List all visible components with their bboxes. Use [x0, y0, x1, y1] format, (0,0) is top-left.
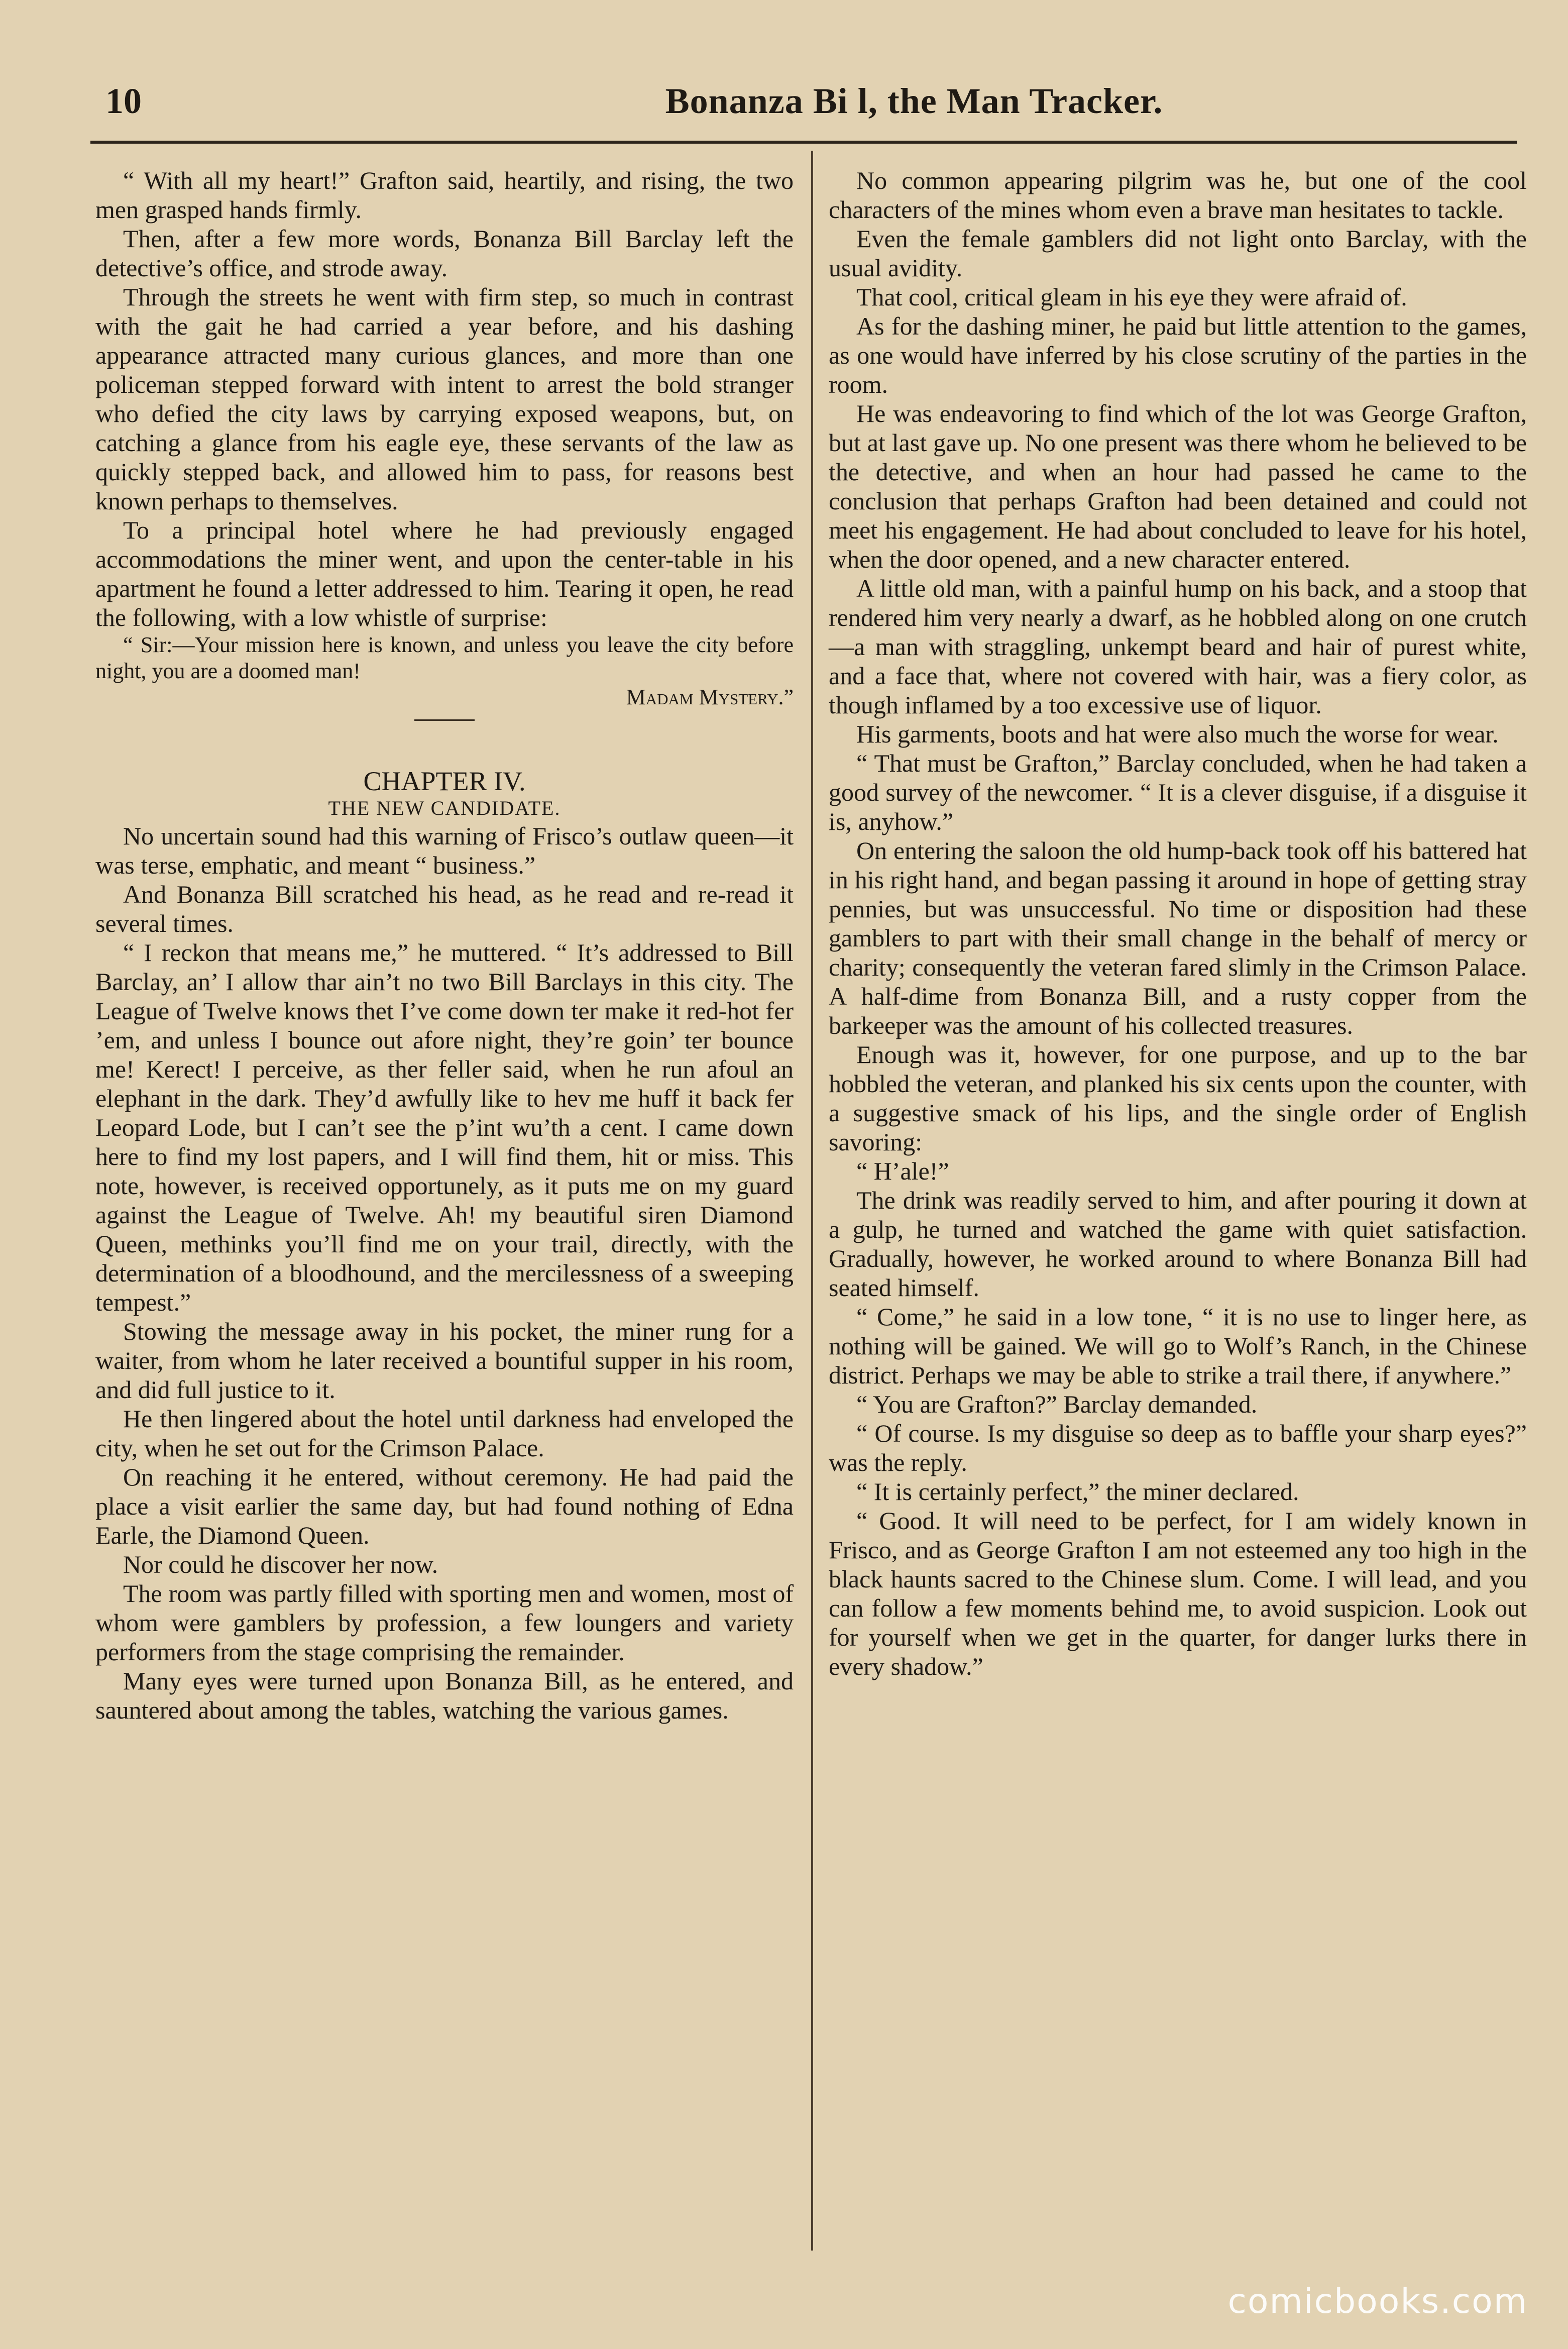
paragraph: “ H’ale!” — [856, 1157, 949, 1185]
paragraph: A little old man, with a painful hump on his back, and a stoop that rendered him very nearly a dwarf, as he hobbled along on one crutch—a man with straggling, unkempt beard and hair of purest white, and a face that, where not covered with hair, was a fiery color, as though inflamed by a too excessive use of liquor. — [829, 574, 1527, 719]
right-column — [829, 166, 1527, 1681]
paragraph: “ I reckon that means me,” he muttered. “ It’s addressed to Bill Barclay, an’ I allow thar ain’t no two Bill Barclays in this city. The League of Twelve knows thet I’ve come down ter make it red-hot fer ’em, and unless I bounce out afore night, they’re goin’ ter bounce me! Kerect! I perceive, as ther feller said, when he run afoul an elephant in the dark. They’d awfully like to hev me huff it back fer Leopard Lode, but I can’t see the p’int wu’th a cent. I came down here to find my lost papers, and I will find them, hit or miss. This note, however, is received opportunely, as it puts me on my guard against the League of Twelve. Ah! my beautiful siren Diamond Queen, methinks you’ll find me on your trail, directly, with the determination of a bloodhound, and the mercilessness of a sweeping tempest.” — [95, 938, 794, 1316]
paragraph: Even the female gamblers did not light onto Barclay, with the usual avidity. — [829, 225, 1527, 282]
chapter-subtitle: THE NEW CANDIDATE. — [328, 797, 561, 819]
paragraph: “ You are Grafton?” Barclay demanded. — [856, 1390, 1258, 1418]
paragraph: Enough was it, however, for one purpose, and up to the bar hobbled the veteran, and planked his six cents upon the counter, with a suggestive smack of his lips, and the single order of English savoring: — [829, 1040, 1527, 1156]
paragraph: His garments, boots and hat were also much the worse for wear. — [856, 720, 1499, 748]
column-divider — [811, 151, 813, 2251]
page-number: 10 — [105, 81, 142, 121]
paragraph: He was endeavoring to find which of the lot was George Grafton, but at last gave up. No one present was there whom he believed to be the detective, and when an hour had passed he came to the conclusion that perhaps Grafton had been detained and could not meet his engagement. He had about concluded to leave for his hotel, when the door opened, and a new character entered. — [829, 399, 1527, 573]
paragraph: Then, after a few more words, Bonanza Bill Barclay left the detective’s office, and strode away. — [95, 225, 794, 282]
paragraph: No common appearing pilgrim was he, but one of the cool characters of the mines whom even a brave man hesitates to tackle. — [829, 166, 1527, 224]
paragraph: “ That must be Grafton,” Barclay concluded, when he had taken a good survey of the newcomer. “ It is a clever disguise, if a disguise it is, anyhow.” — [829, 749, 1527, 835]
paragraph: Through the streets he went with firm step, so much in contrast with the gait he had carried a year before, and his dashing appearance attracted many curious glances, and more than one policeman stepped forward with intent to arrest the bold stranger who defied the city laws by carrying exposed weapons, but, on catching a glance from his eagle eye, these servants of the law as quickly stepped back, and allowed him to pass, for reasons best known perhaps to themselves. — [95, 283, 794, 515]
paragraph: Many eyes were turned upon Bonanza Bill, as he entered, and sauntered about among the tables, watching the various games. — [95, 1667, 794, 1724]
paragraph: Nor could he discover her now. — [123, 1550, 438, 1578]
paragraph: “ With all my heart!” Grafton said, heartily, and rising, the two men grasped hands firmly. — [95, 166, 794, 224]
header-rule — [90, 141, 1517, 144]
paragraph: “ It is certainly perfect,” the miner declared. — [856, 1477, 1299, 1506]
paragraph: He then lingered about the hotel until darkness had enveloped the city, when he set out for the Crimson Palace. — [95, 1405, 794, 1462]
paragraph: “ Of course. Is my disguise so deep as to baffle your sharp eyes?” was the reply. — [829, 1419, 1527, 1476]
letter-signature: Madam Mystery.” — [626, 685, 794, 709]
site-watermark: comicbooks.com — [1227, 2282, 1528, 2321]
page-header — [105, 80, 1507, 136]
paragraph: “ Good. It will need to be perfect, for I am widely known in Frisco, and as George Grafton I am not esteemed any too high in the black haunts sacred to the Chinese slum. Come. I will lead, and you can follow a few moments behind me, to avoid suspicion. Look out for yourself when we get in the quarter, for danger lurks there in every shadow.” — [829, 1507, 1527, 1680]
paragraph: The drink was readily served to him, and after pouring it down at a gulp, he turned and watched the game with quiet satisfaction. Gradually, however, he worked around to where Bonanza Bill had seated himself. — [829, 1186, 1527, 1302]
paragraph: That cool, critical gleam in his eye they were afraid of. — [856, 283, 1407, 311]
paragraph: “ Come,” he said in a low tone, “ it is no use to linger here, as nothing will be gained. We will go to Wolf’s Ranch, in the Chinese district. Perhaps we may be able to strike a trail there, if anywhere.” — [829, 1303, 1527, 1389]
paragraph: On reaching it he entered, without ceremony. He had paid the place a visit earlier the same day, but had found nothing of Edna Earle, the Diamond Queen. — [95, 1463, 794, 1549]
page-title: Bonanza Bi l, the Man Tracker. — [665, 81, 1163, 121]
paragraph: To a principal hotel where he had previously engaged accommodations the miner went, and upon the center-table in his apartment he found a letter addressed to him. Tearing it open, he read the following, with a low whistle of surprise: — [95, 516, 794, 631]
paragraph: No uncertain sound had this warning of Frisco’s outlaw queen—it was terse, emphatic, and meant “ business.” — [95, 822, 794, 879]
chapter-title: CHAPTER IV. — [363, 766, 526, 796]
paragraph: And Bonanza Bill scratched his head, as he read and re-read it several times. — [95, 880, 794, 937]
paragraph: The room was partly filled with sporting men and women, most of whom were gamblers by profession, a few loungers and variety performers from the stage comprising the remainder. — [95, 1579, 794, 1666]
paragraph: As for the dashing miner, he paid but little attention to the games, as one would have inferred by his close scrutiny of the parties in the room. — [829, 312, 1527, 398]
left-column — [95, 166, 794, 1725]
section-divider — [414, 719, 475, 721]
paragraph: Stowing the message away in his pocket, the miner rung for a waiter, from whom he later received a bountiful supper in his room, and did full justice to it. — [95, 1317, 794, 1404]
warning-letter: “ Sir:—Your mission here is known, and unless you leave the city before night, you are a doomed man! — [95, 632, 794, 683]
paragraph: On entering the saloon the old hump-back took off his battered hat in his right hand, and began passing it around in hope of getting stray pennies, but was unsuccessful. No time or disposition had these gamblers to part with their small change in the behalf of mercy or charity; consequently the veteran fared slimly in the Crimson Palace. A half-dime from Bonanza Bill, and a rusty copper from the barkeeper was the amount of his collected treasures. — [829, 836, 1527, 1039]
